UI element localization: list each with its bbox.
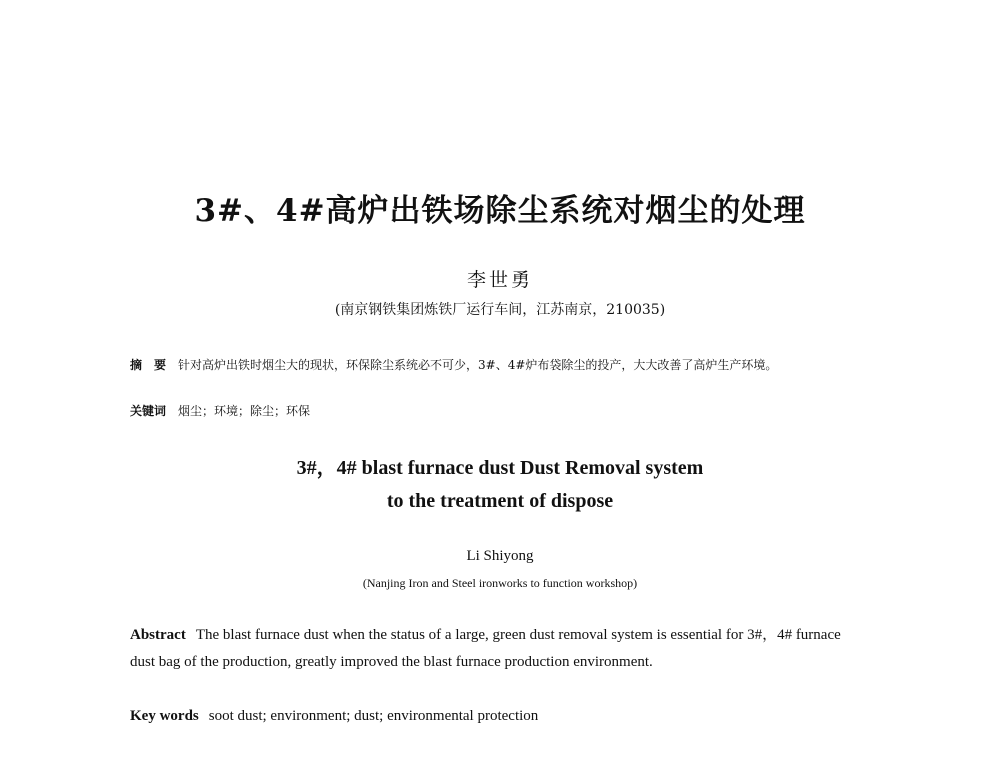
chinese-keywords — [130, 401, 870, 421]
chinese-abstract-label: 摘 要 — [130, 358, 167, 372]
chinese-title: 3#、4#高炉出铁场除尘系统对烟尘的处理 — [194, 193, 806, 229]
english-title-line-2: to the treatment of dispose — [386, 490, 614, 512]
english-keywords-text: soot dust; environment; dust; environmental protection — [208, 708, 539, 724]
chinese-author: 李世勇 — [466, 269, 533, 291]
english-affiliation: (Nanjing Iron and Steel ironworks to function workshop) — [362, 576, 638, 590]
english-abstract-label: Abstract — [130, 627, 186, 643]
chinese-affiliation: (南京钢铁集团炼铁厂运行车间，江苏南京，210035) — [334, 302, 666, 318]
chinese-keywords-text: 烟尘；环境；除尘；环保 — [178, 404, 311, 418]
english-author: Li Shiyong — [466, 548, 534, 564]
english-abstract-text: The blast furnace dust when the status of a large, green dust removal system is essential for 3#，4# furnace dust bag of the production, greatly improved the blast furnace production environment. — [130, 627, 841, 670]
english-title-line-1: 3#，4# blast furnace dust Dust Removal system — [296, 457, 704, 479]
english-keywords-label: Key words — [130, 708, 199, 724]
chinese-abstract — [130, 355, 870, 375]
english-abstract — [130, 622, 868, 676]
english-keywords — [130, 703, 868, 730]
chinese-abstract-text: 针对高炉出铁时烟尘大的现状，环保除尘系统必不可少，3#、4#炉布袋除尘的投产，大大改善了高炉生产环境。 — [178, 358, 778, 372]
chinese-keywords-label: 关键词 — [130, 404, 167, 418]
english-title — [0, 452, 1000, 518]
